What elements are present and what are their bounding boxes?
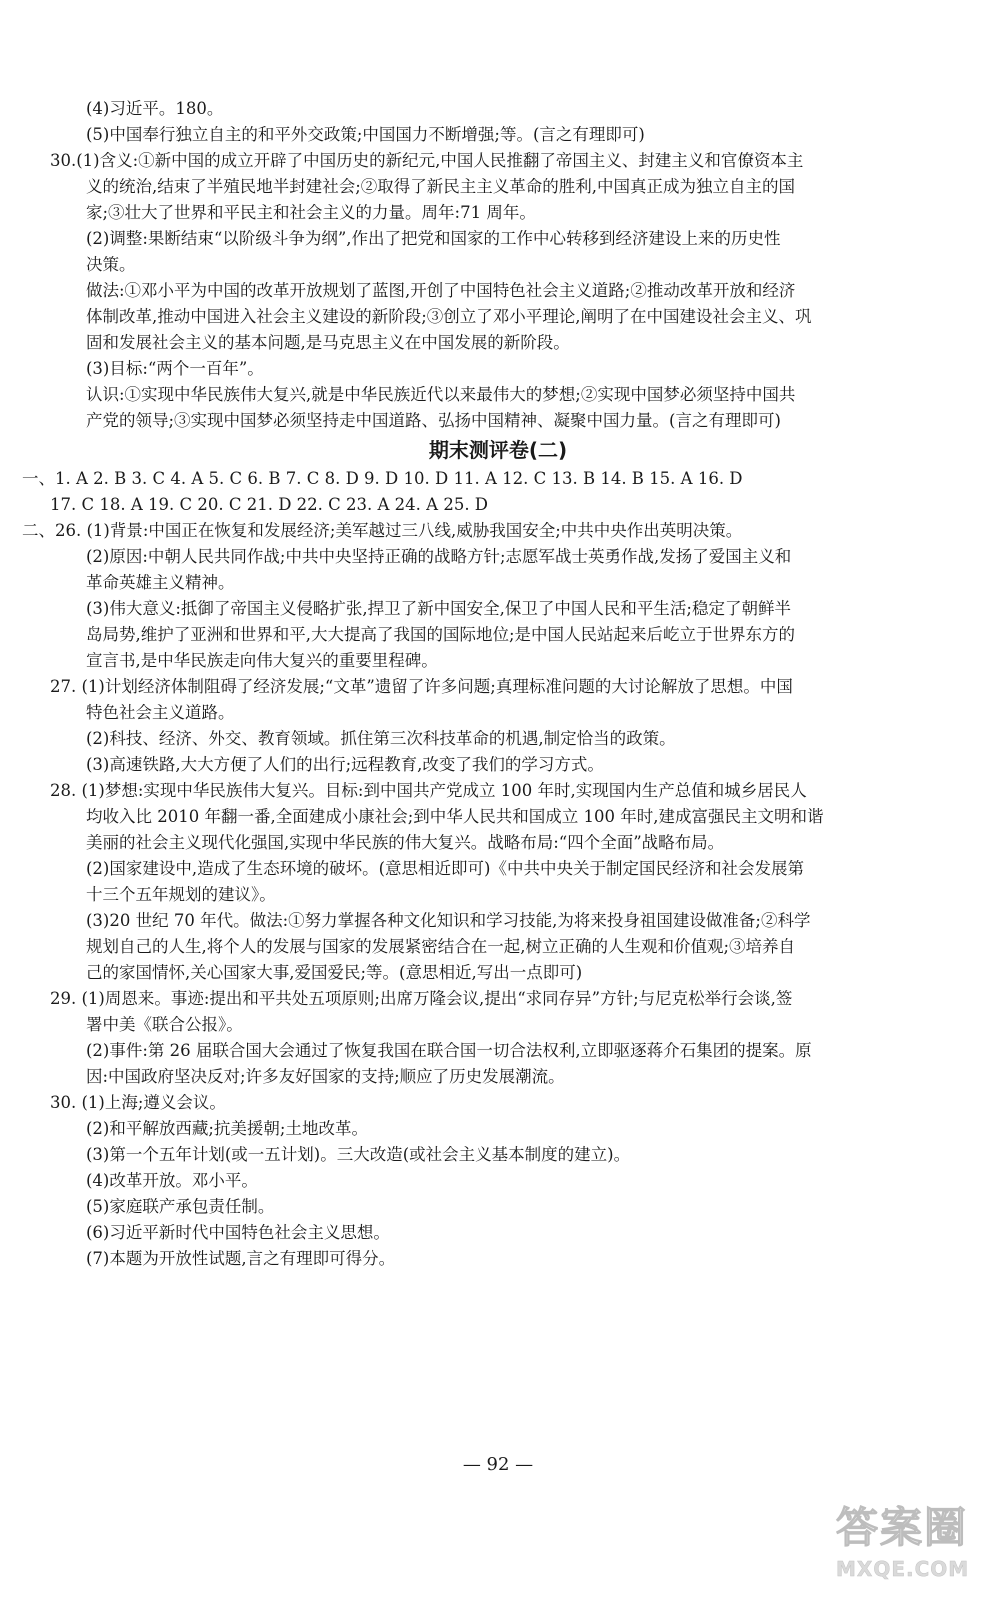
answer-line: 固和发展社会主义的基本问题,是马克思主义在中国发展的新阶段。 xyxy=(86,333,570,352)
answer-line: (2)事件:第 26 届联合国大会通过了恢复我国在联合国一切合法权利,立即驱逐蒋介石集团的提案。原 xyxy=(86,1041,812,1060)
answer-line: (5)家庭联产承包责任制。 xyxy=(86,1197,275,1216)
answer-line: 美丽的社会主义现代化强国,实现中华民族的伟大复兴。战略布局:“四个全面”战略布局。 xyxy=(86,833,725,852)
answer-line: 28. (1)梦想:实现中华民族伟大复兴。目标:到中国共产党成立 100 年时,实现国内生产总值和城乡居民人 xyxy=(50,781,807,800)
section-title: 期末测评卷(二) xyxy=(428,438,568,462)
answer-line: 二、26. (1)背景:中国正在恢复和发展经济;美军越过三八线,威胁我国安全;中共中央作出英明决策。 xyxy=(22,521,743,540)
answer-line: (2)调整:果断结束“以阶级斗争为纲”,作出了把党和国家的工作中心转移到经济建设上来的历史性 xyxy=(86,229,781,248)
answer-line: 27. (1)计划经济体制阻碍了经济发展;“文革”遗留了许多问题;真理标准问题的大讨论解放了思想。中国 xyxy=(50,677,793,696)
answer-line: 30. (1)上海;遵义会议。 xyxy=(50,1093,226,1112)
answer-line: (4)习近平。180。 xyxy=(86,99,224,118)
answer-line: (7)本题为开放性试题,言之有理即可得分。 xyxy=(86,1249,396,1268)
answer-line: (3)目标:“两个一百年”。 xyxy=(86,359,264,378)
answer-line: 做法:①邓小平为中国的改革开放规划了蓝图,开创了中国特色社会主义道路;②推动改革开放和经济 xyxy=(86,281,796,300)
answer-line: 体制改革,推动中国进入社会主义建设的新阶段;③创立了邓小平理论,阐明了在中国建设社会主义、巩 xyxy=(86,307,812,326)
answer-line: 29. (1)周恩来。事迹:提出和平共处五项原则;出席万隆会议,提出“求同存异”方针;与尼克松举行会谈,签 xyxy=(50,989,793,1008)
answer-line: 17. C 18. A 19. C 20. C 21. D 22. C 23. A 24. A 25. D xyxy=(50,495,489,514)
answer-line: (6)习近平新时代中国特色社会主义思想。 xyxy=(86,1223,390,1242)
answer-line: 因:中国政府坚决反对;许多友好国家的支持;顺应了历史发展潮流。 xyxy=(86,1067,565,1086)
answer-line: (2)科技、经济、外交、教育领域。抓住第三次科技革命的机遇,制定恰当的政策。 xyxy=(86,729,676,748)
answer-line: 署中美《联合公报》。 xyxy=(86,1015,243,1034)
answer-line: 特色社会主义道路。 xyxy=(86,703,235,722)
answer-line: (3)第一个五年计划(或一五计划)。三大改造(或社会主义基本制度的建立)。 xyxy=(86,1145,631,1164)
answer-line: (2)原因:中朝人民共同作战;中共中央坚持正确的战略方针;志愿军战士英勇作战,发扬了爱国主义和 xyxy=(86,547,792,566)
watermark-logo xyxy=(836,1500,986,1592)
answer-line: (5)中国奉行独立自主的和平外交政策;中国国力不断增强;等。(言之有理即可) xyxy=(86,125,645,144)
answer-line: 规划自己的人生,将个人的发展与国家的发展紧密结合在一起,树立正确的人生观和价值观;③培养自 xyxy=(86,937,796,956)
answer-line: 认识:①实现中华民族伟大复兴,就是中华民族近代以来最伟大的梦想;②实现中国梦必须坚持中国共 xyxy=(86,385,796,404)
answer-line: 义的统治,结束了半殖民地半封建社会;②取得了新民主主义革命的胜利,中国真正成为独立自主的国 xyxy=(86,177,796,196)
answer-line: 十三个五年规划的建议》。 xyxy=(86,885,276,904)
answer-line: 30.(1)含义:①新中国的成立开辟了中国历史的新纪元,中国人民推翻了帝国主义、封建主义和官僚资本主 xyxy=(50,151,804,170)
answer-line: 革命英雄主义精神。 xyxy=(86,573,235,592)
answer-line: 决策。 xyxy=(86,255,136,274)
answer-line: 一、1. A 2. B 3. C 4. A 5. C 6. B 7. C 8. D 9. D 10. D 11. A 12. C 13. B 14. B 15. A 16. D xyxy=(22,469,743,488)
final-exam-2-answers xyxy=(0,466,996,1272)
answer-line: 宣言书,是中华民族走向伟大复兴的重要里程碑。 xyxy=(86,651,438,670)
answer-line: (3)高速铁路,大大方便了人们的出行;远程教育,改变了我们的学习方式。 xyxy=(86,755,604,774)
watermark-url: MXQE.COM xyxy=(836,1557,970,1581)
watermark-logo-text: 答案圈 xyxy=(836,1503,969,1552)
answer-line: 家;③壮大了世界和平民主和社会主义的力量。周年:71 周年。 xyxy=(86,203,536,222)
answer-line: (4)改革开放。邓小平。 xyxy=(86,1171,258,1190)
answer-line: 岛局势,维护了亚洲和世界和平,大大提高了我国的国际地位;是中国人民站起来后屹立于世界东方的 xyxy=(86,625,796,644)
answer-line: 产党的领导;③实现中国梦必须坚持走中国道路、弘扬中国精神、凝聚中国力量。(言之有理即可) xyxy=(86,411,781,430)
answer-line: 己的家国情怀,关心国家大事,爱国爱民;等。(意思相近,写出一点即可) xyxy=(86,963,583,982)
answer-line: (2)和平解放西藏;抗美援朝;土地改革。 xyxy=(86,1119,368,1138)
answer-line: (3)20 世纪 70 年代。做法:①努力掌握各种文化知识和学习技能,为将来投身祖国建设做准备;②科学 xyxy=(86,911,811,930)
answer-line: 均收入比 2010 年翻一番,全面建成小康社会;到中华人民共和国成立 100 年时,建成富强民主文明和谐 xyxy=(86,807,824,826)
previous-section-answers xyxy=(0,96,996,434)
page-number: — 92 — xyxy=(462,1454,534,1475)
answer-line: (3)伟大意义:抵御了帝国主义侵略扩张,捍卫了新中国安全,保卫了中国人民和平生活;稳定了朝鲜半 xyxy=(86,599,791,618)
answer-document xyxy=(0,96,996,1272)
answer-line: (2)国家建设中,造成了生态环境的破坏。(意思相近即可)《中共中央关于制定国民经济和社会发展第 xyxy=(86,859,804,878)
